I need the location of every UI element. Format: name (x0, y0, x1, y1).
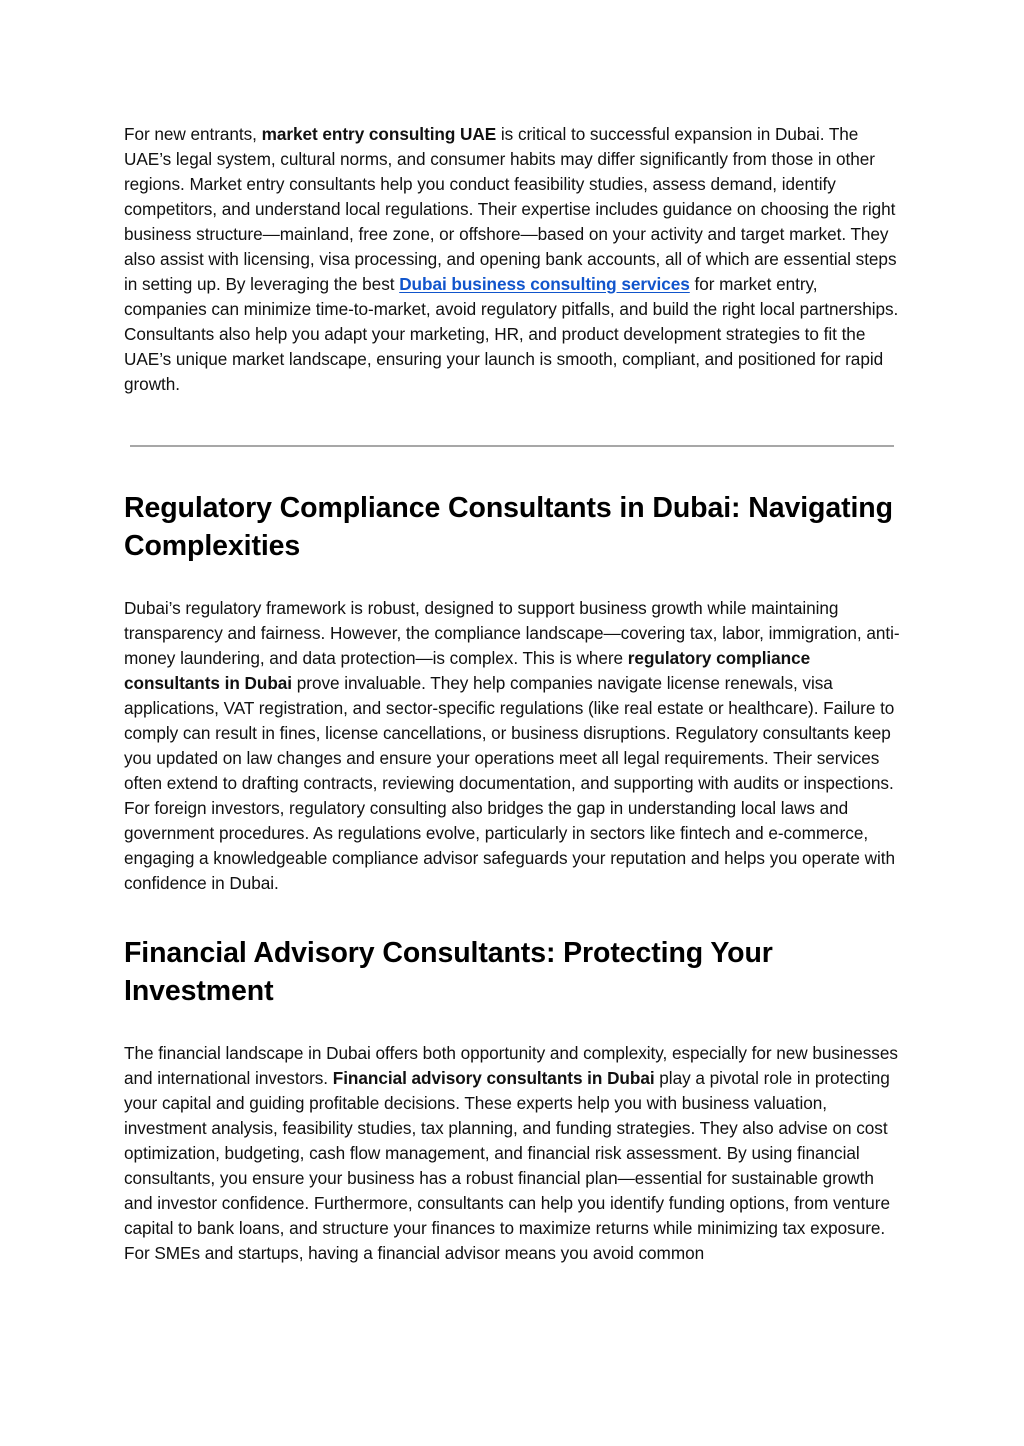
paragraph-text: is critical to successful expansion in Dubai. The UAE’s legal system, cultural norms, and consumer habits may differ significantly from those in other regions. Market entry consultants help you conduct feasibility studies, assess demand, identify competitors, and understand local regulations. Their expertise includes guidance on choosing the right business structure—mainland, free zone, or offshore—based on your activity and target market. They also assist with licensing, visa processing, and opening bank accounts, all of which are essential steps in setting up. By leveraging the best (124, 124, 897, 294)
paragraph-text: for market entry, companies can minimize time-to-market, avoid regulatory pitfalls, and build the right local partnerships. Consultants also help you adapt your marketing, HR, and product development strategies to fit the UAE’s unique market landscape, ensuring your launch is smooth, compliant, and positioned for rapid growth. (124, 274, 899, 394)
paragraph-text: Dubai’s regulatory framework is robust, designed to support business growth while maintaining transparency and fairness. However, the compliance landscape—covering tax, labor, immigration, anti-money laundering, and data protection—is complex. This is where (124, 598, 900, 668)
document-page (124, 122, 902, 1266)
paragraph-text: For new entrants, (124, 124, 262, 144)
bold-keyword: Financial advisory consultants in Dubai (332, 1068, 655, 1088)
market-entry-paragraph (124, 122, 902, 397)
financial-paragraph (124, 1041, 902, 1266)
regulatory-heading: Regulatory Compliance Consultants in Dubai: Navigating Complexities (124, 492, 893, 562)
dubai-business-consulting-link[interactable]: Dubai business consulting services (399, 274, 690, 294)
paragraph-text: The financial landscape in Dubai offers both opportunity and complexity, especially for new businesses and international investors. (124, 1043, 898, 1088)
paragraph-text: play a pivotal role in protecting your capital and guiding profitable decisions. These experts help you with business valuation, investment analysis, feasibility studies, tax planning, and funding strategies. They also advise on cost optimization, budgeting, cash flow management, and financial risk assessment. By using financial consultants, you ensure your business has a robust financial plan—essential for sustainable growth and investor confidence. Furthermore, consultants can help you identify funding options, from venture capital to bank loans, and structure your finances to maximize returns while minimizing tax exposure. For SMEs and startups, having a financial advisor means you avoid common (124, 1068, 890, 1263)
regulatory-paragraph (124, 596, 902, 896)
horizontal-divider (130, 445, 894, 447)
paragraph-text: prove invaluable. They help companies navigate license renewals, visa applications, VAT registration, and sector-specific regulations (like real estate or healthcare). Failure to comply can result in fines, license cancellations, or business disruptions. Regulatory consultants keep you updated on law changes and ensure your operations meet all legal requirements. Their services often extend to drafting contracts, reviewing documentation, and supporting with audits or inspections. For foreign investors, regulatory consulting also bridges the gap in understanding local laws and government procedures. As regulations evolve, particularly in sectors like fintech and e-commerce, engaging a knowledgeable compliance advisor safeguards your reputation and helps you operate with confidence in Dubai. (124, 673, 896, 893)
financial-heading: Financial Advisory Consultants: Protecting Your Investment (124, 937, 773, 1007)
bold-keyword: regulatory compliance consultants in Dubai (124, 648, 811, 693)
bold-keyword: market entry consulting UAE (261, 124, 497, 144)
